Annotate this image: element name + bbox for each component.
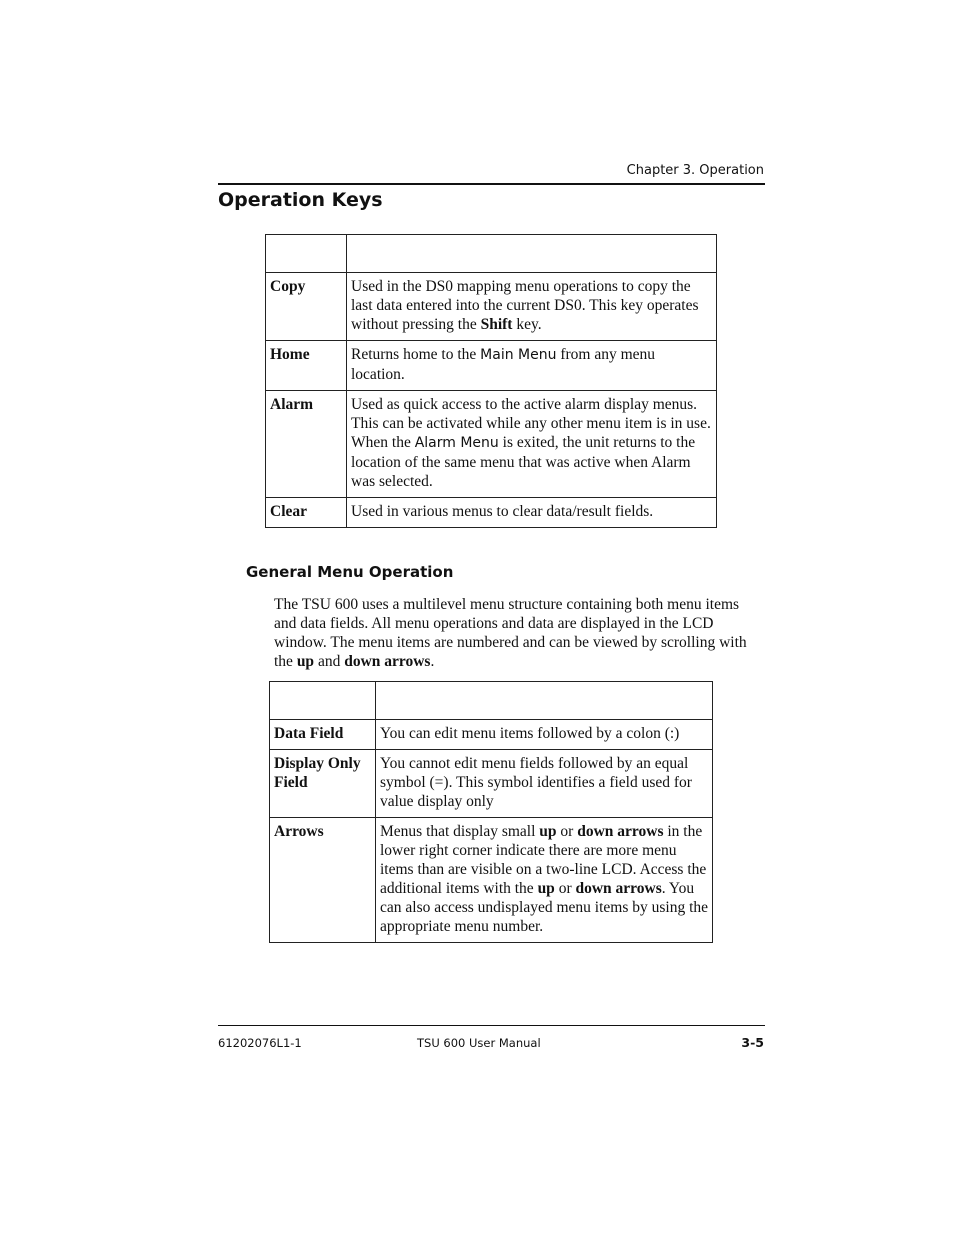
menu-name: Main Menu	[480, 347, 557, 363]
element-name: Display Only Field	[270, 750, 376, 818]
element-description: You cannot edit menu fields followed by an equal symbol (=). This symbol identifies a field used for value display only	[376, 750, 713, 818]
table-row	[270, 750, 713, 818]
section-title: Operation Keys	[218, 189, 383, 211]
element-description: You can edit menu items followed by a colon (:)	[376, 720, 713, 750]
element-description: Menus that display small up or down arrows in the lower right corner indicate there are more menu items than are visible on a two-line LCD. Access the additional items with the up or down arrows. You can also access undisplayed menu items by using the appropriate menu number.	[376, 818, 713, 943]
manual-title: TSU 600 User Manual	[417, 1036, 541, 1050]
table-header-row	[266, 235, 717, 273]
table-header-row	[270, 682, 713, 720]
footer-rule	[218, 1025, 765, 1026]
document-number: 61202076L1-1	[218, 1036, 302, 1050]
table-row	[266, 498, 717, 528]
menu-name: Alarm Menu	[414, 435, 499, 451]
table-row	[266, 273, 717, 341]
element-name: Data Field	[270, 720, 376, 750]
key-description: Used as quick access to the active alarm display menus. This can be activated while any other menu item is in use. When the Alarm Menu is exited, the unit returns to the location of the same menu that was active when Alarm was selected.	[347, 391, 717, 498]
key-name: Clear	[266, 498, 347, 528]
table-row	[270, 720, 713, 750]
key-name: Home	[266, 341, 347, 391]
table-row	[270, 818, 713, 943]
key-name: Alarm	[266, 391, 347, 498]
element-name: Arrows	[270, 818, 376, 943]
key-name: Copy	[266, 273, 347, 341]
operation-keys-table	[265, 234, 717, 528]
key-description: Returns home to the Main Menu from any menu location.	[347, 341, 717, 391]
subsection-title: General Menu Operation	[246, 563, 454, 581]
table-row	[266, 391, 717, 498]
key-description: Used in various menus to clear data/result fields.	[347, 498, 717, 528]
chapter-header: Chapter 3. Operation	[626, 163, 764, 178]
header-rule	[218, 183, 765, 185]
key-description: Used in the DS0 mapping menu operations to copy the last data entered into the current DS0. This key operates without pressing the Shift key.	[347, 273, 717, 341]
body-paragraph: The TSU 600 uses a multilevel menu structure containing both menu items and data fields. All menu operations and data are displayed in the LCD window. The menu items are numbered and can be viewed by scrolling with the up and down arrows.	[274, 596, 747, 670]
page-number: 3-5	[741, 1035, 764, 1050]
menu-elements-table	[269, 681, 713, 943]
table-row	[266, 341, 717, 391]
